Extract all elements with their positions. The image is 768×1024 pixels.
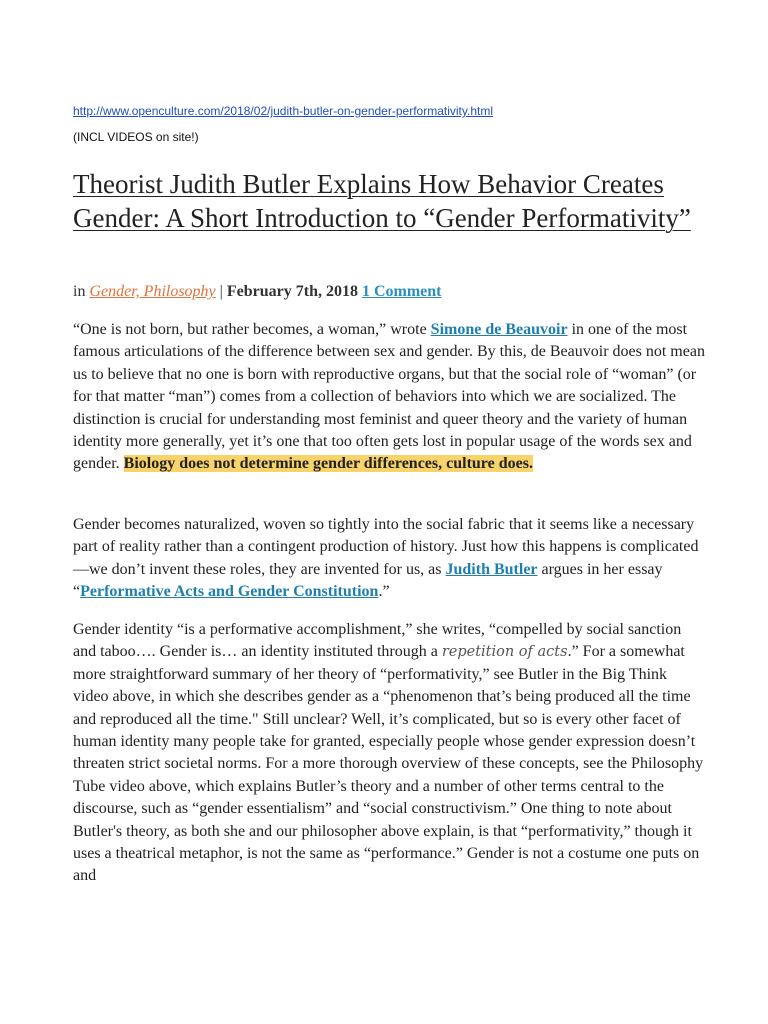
article-byline — [73, 283, 442, 301]
p2-text-1: Gender becomes naturalized, woven so tightly into the social fabric that it seems like a necessary part of reality rather than a contingent production of history. Just how this happens is complicated—we don’t invent these roles, they are invented for us, as — [73, 516, 699, 578]
judith-butler-link[interactable]: Judith Butler — [445, 560, 538, 578]
source-url-link[interactable]: http://www.openculture.com/2018/02/judith-butler-on-gender-performativity.html — [73, 104, 493, 118]
category-link[interactable]: Gender, Philosophy — [89, 283, 216, 300]
byline-separator: | — [215, 283, 227, 300]
publish-date: February 7th, 2018 — [226, 283, 358, 300]
simone-de-beauvoir-link[interactable]: Simone de Beauvoir — [430, 321, 568, 338]
p3-italic-phrase: repetition of acts — [441, 644, 568, 661]
highlighted-sentence: Biology does not determine gender differences, culture does. — [123, 455, 533, 473]
source-note: (INCL VIDEOS on site!) — [73, 130, 199, 144]
p2-text-3: .” — [378, 583, 390, 601]
p1-text-1: “One is not born, but rather becomes, a woman,” wrote — [73, 321, 431, 338]
p1-text-2: in one of the most famous articulations of the difference between sex and gender. By this, de Beauvoir does not mean us to believe that no one is born with reproductive organs, but that the social role of “woman” (or for that matter “man”) comes from a collection of behaviors into which we are socialized. The distinction is crucial for understanding most feminist and queer theory and the variety of human identity more generally, yet it’s one that too often gets lost in popular usage of the words sex and gender. — [73, 321, 705, 473]
p3-text-2: .” For a somewhat more straightforward summary of her theory of “performativity,” see Butler in the Big Think video above, in which she describes gender as a “phenomenon that’s being produced all the time and reproduced all the time." Still unclear? Well, it’s complicated, but so is every other facet of human identity many people take for granted, especially people whose gender expression doesn’t threaten strict societal norms. For a more thorough overview of these concepts, see the Philosophy Tube video above, which explains Butler’s theory and a number of other terms central to the discourse, such as “gender essentialism” and “social constructivism.” One thing to note about Butler's theory, as both she and our philosopher above explain, is that “performativity,” though it uses a theatrical metaphor, is not the same as “performance.” Gender is not a costume one puts on and — [73, 643, 704, 885]
article-title[interactable]: Theorist Judith Butler Explains How Behavior Creates Gender: A Short Introduction to “Gender Performativity” — [73, 169, 691, 233]
byline-prefix: in — [73, 283, 90, 300]
paragraph-3 — [73, 619, 705, 888]
performative-acts-essay-link[interactable]: Performative Acts and Gender Constitution — [80, 583, 379, 601]
p3-text-1: Gender identity “is a performative accomplishment,” she writes, “compelled by social sanction and taboo…. Gender is… an identity instituted through a — [73, 621, 682, 661]
p2-text-2: argues in her essay “ — [73, 560, 663, 601]
paragraph-1 — [73, 319, 705, 476]
paragraph-2 — [73, 514, 705, 604]
comments-link[interactable]: 1 Comment — [361, 283, 442, 300]
